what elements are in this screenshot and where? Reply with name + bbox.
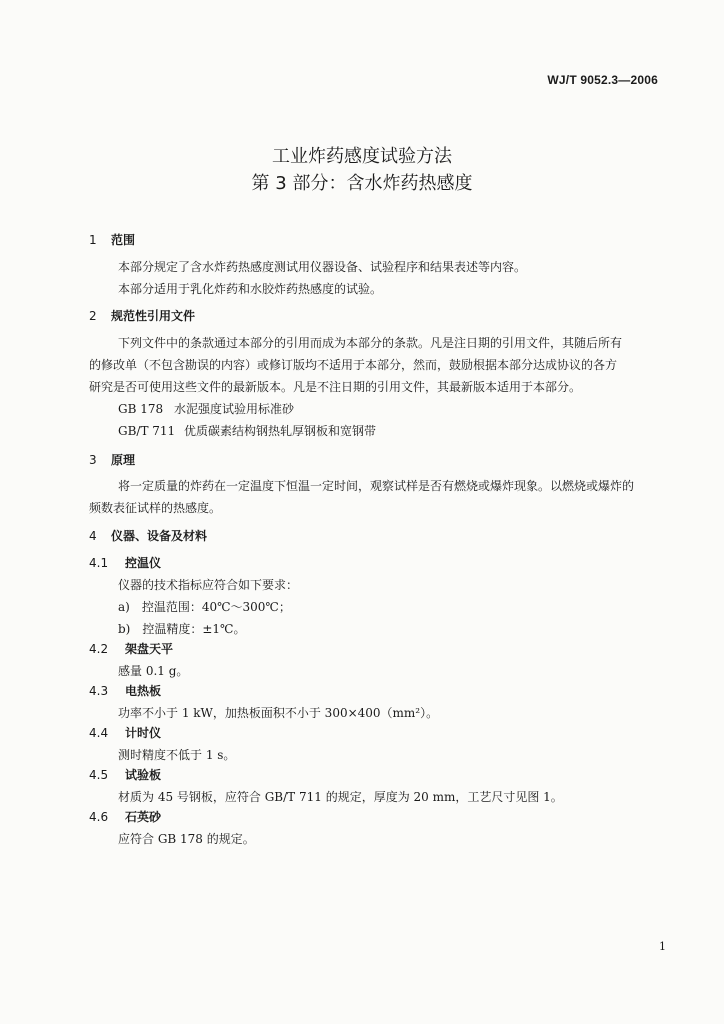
list-item: b) 控温精度：±1℃。	[118, 622, 246, 636]
page-number: 1	[659, 940, 666, 953]
section-number: 1	[89, 233, 97, 247]
paragraph: 本部分规定了含水炸药热感度测试用仪器设备、试验程序和结果表述等内容。	[118, 260, 527, 274]
subsection-title: 石英砂	[125, 810, 162, 824]
section-number: 3	[89, 453, 97, 467]
section-1-heading	[89, 231, 135, 248]
subsection-title: 控温仪	[125, 556, 162, 570]
subsection-number: 4.1	[89, 556, 109, 570]
subsection-4-4-heading	[89, 724, 161, 741]
subsection-4-6-heading	[89, 808, 161, 825]
paragraph-line: 感量 0.1 g。	[118, 664, 189, 678]
subsection-number: 4.2	[89, 642, 109, 656]
paragraph-line: 将一定质量的炸药在一定温度下恒温一定时间，观察试样是否有燃烧或爆炸现象。以燃烧或爆炸的	[118, 479, 635, 493]
list-item: a) 控温范围：40℃～300℃；	[118, 600, 291, 614]
normative-reference	[118, 400, 294, 417]
section-3-heading	[89, 451, 135, 468]
subsection-number: 4.4	[89, 726, 109, 740]
section-number: 2	[89, 309, 97, 323]
section-title: 仪器、设备及材料	[111, 529, 208, 543]
section-title: 范围	[111, 233, 136, 247]
normative-reference	[118, 422, 376, 439]
document-subtitle: 第 3 部分：含水炸药热感度	[251, 173, 473, 194]
subsection-title: 电热板	[125, 684, 162, 698]
reference-code: GB 178	[118, 402, 164, 416]
paragraph-line: 下列文件中的条款通过本部分的引用而成为本部分的条款。凡是注日期的引用文件，其随后所有	[118, 336, 623, 350]
subsection-4-5-heading	[89, 766, 161, 783]
subsection-4-3-heading	[89, 682, 161, 699]
standard-code: WJ/T 9052.3—2006	[547, 73, 658, 87]
paragraph-line: 测时精度不低于 1 s。	[118, 748, 236, 762]
subsection-number: 4.3	[89, 684, 109, 698]
reference-title: 水泥强度试验用标准砂	[174, 402, 295, 416]
subsection-number: 4.6	[89, 810, 109, 824]
paragraph-line: 功率不小于 1 kW，加热板面积不小于 300×400（mm²）。	[118, 706, 439, 720]
paragraph-line: 的修改单（不包含勘误的内容）或修订版均不适用于本部分，然而，鼓励根据本部分达成协议的各方	[89, 358, 618, 372]
subsection-number: 4.5	[89, 768, 109, 782]
subsection-title: 试验板	[125, 768, 162, 782]
section-2-heading	[89, 307, 195, 324]
document-title: 工业炸药感度试验方法	[272, 146, 452, 167]
subsection-title: 架盘天平	[125, 642, 174, 656]
paragraph: 本部分适用于乳化炸药和水胶炸药热感度的试验。	[118, 282, 383, 296]
paragraph-line: 频数表征试样的热感度。	[89, 501, 222, 515]
section-title: 原理	[111, 453, 136, 467]
reference-title: 优质碳素结构钢热轧厚钢板和宽钢带	[184, 424, 377, 438]
paragraph-line: 应符合 GB 178 的规定。	[118, 832, 255, 846]
section-4-heading	[89, 527, 207, 544]
subsection-4-2-heading	[89, 640, 173, 657]
paragraph-line: 研究是否可使用这些文件的最新版本。凡是不注日期的引用文件，其最新版本适用于本部分。	[89, 380, 582, 394]
section-title: 规范性引用文件	[111, 309, 196, 323]
paragraph-line: 仪器的技术指标应符合如下要求：	[118, 578, 299, 592]
subsection-4-1-heading	[89, 554, 161, 571]
section-number: 4	[89, 529, 97, 543]
subsection-title: 计时仪	[125, 726, 162, 740]
reference-code: GB/T 711	[118, 424, 176, 438]
paragraph-line: 材质为 45 号钢板，应符合 GB/T 711 的规定，厚度为 20 mm，工艺尺寸见图 1。	[118, 790, 563, 804]
